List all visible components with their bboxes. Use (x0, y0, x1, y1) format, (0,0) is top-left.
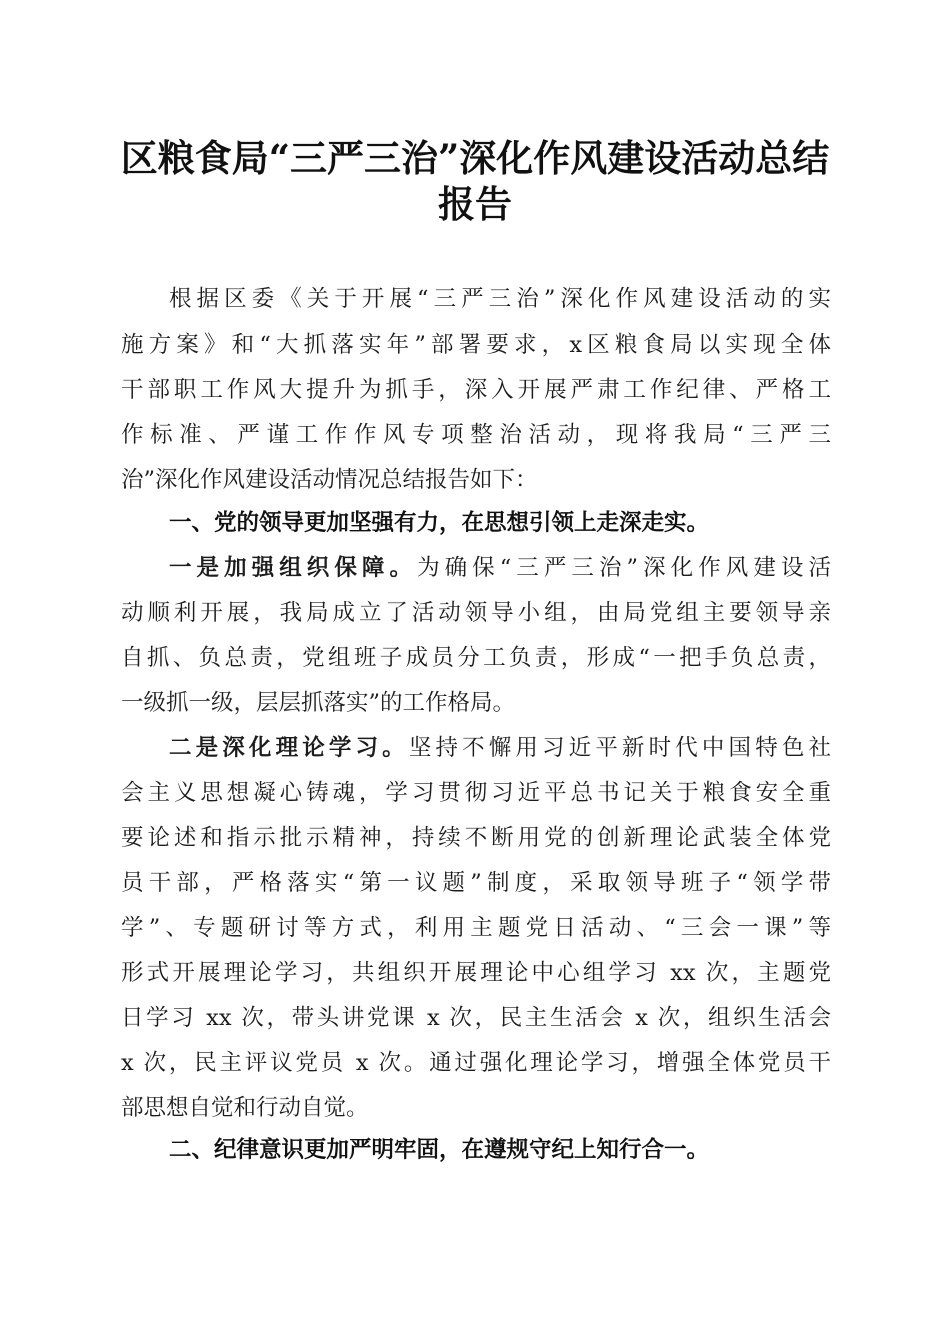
intro-line: 作标准、严谨工作作风专项整治活动，现将我局“三严三 (121, 422, 831, 448)
document-title-line-1: 区粮食局“三严三治”深化作风建设活动总结 (120, 136, 830, 180)
para1-first-rest: 为确保“三严三治”深化作风建设活 (417, 555, 831, 581)
section-heading-2: 二、纪律意识更加严明牢固，在遵规守纪上知行合一。 (169, 1137, 710, 1163)
para2-line: 学”、专题研讨等方式，利用主题党日活动、“三会一课”等 (121, 915, 831, 941)
para2-line: 部思想自觉和行动自觉。 (121, 1095, 369, 1121)
intro-line: 治”深化作风建设活动情况总结报告如下： (121, 467, 538, 493)
para1-line: 动顺利开展，我局成立了活动领导小组，由局党组主要领导亲 (121, 600, 831, 626)
intro-line: 施方案》和“大抓落实年”部署要求，x区粮食局以实现全体 (121, 332, 831, 358)
para2-line: 日学习 xx 次，带头讲党课 x 次，民主生活会 x 次，组织生活会 (121, 1005, 831, 1031)
para2-first-rest: 坚持不懈用习近平新时代中国特色社 (408, 735, 831, 761)
para1-first-line (169, 545, 831, 591)
document-title-line-2: 报告 (438, 182, 512, 226)
para2-lead: 二是深化理论学习。 (169, 735, 409, 761)
para2-line: 要论述和指示批示精神，持续不断用党的创新理论武装全体党 (121, 825, 831, 851)
intro-line: 根据区委《关于开展“三严三治”深化作风建设活动的实 (169, 286, 831, 312)
para2-line: 会主义思想凝心铸魂，学习贯彻习近平总书记关于粮食安全重 (121, 780, 831, 806)
section-heading-1: 一、党的领导更加坚强有力，在思想引领上走深走实。 (169, 510, 710, 536)
intro-line: 干部职工作风大提升为抓手，深入开展严肃工作纪律、严格工 (121, 377, 831, 403)
para1-line: 一级抓一级，层层抓落实”的工作格局。 (121, 690, 516, 716)
para2-line: 形式开展理论学习，共组织开展理论中心组学习 xx 次，主题党 (121, 960, 831, 986)
para2-line: x 次，民主评议党员 x 次。通过强化理论学习，增强全体党员干 (121, 1050, 831, 1076)
para1-lead: 一是加强组织保障。 (169, 555, 418, 581)
para2-line: 员干部，严格落实“第一议题”制度，采取领导班子“领学带 (121, 870, 831, 896)
para2-first-line (169, 725, 831, 771)
para1-line: 自抓、负总责，党组班子成员分工负责，形成“一把手负总责， (121, 645, 831, 671)
